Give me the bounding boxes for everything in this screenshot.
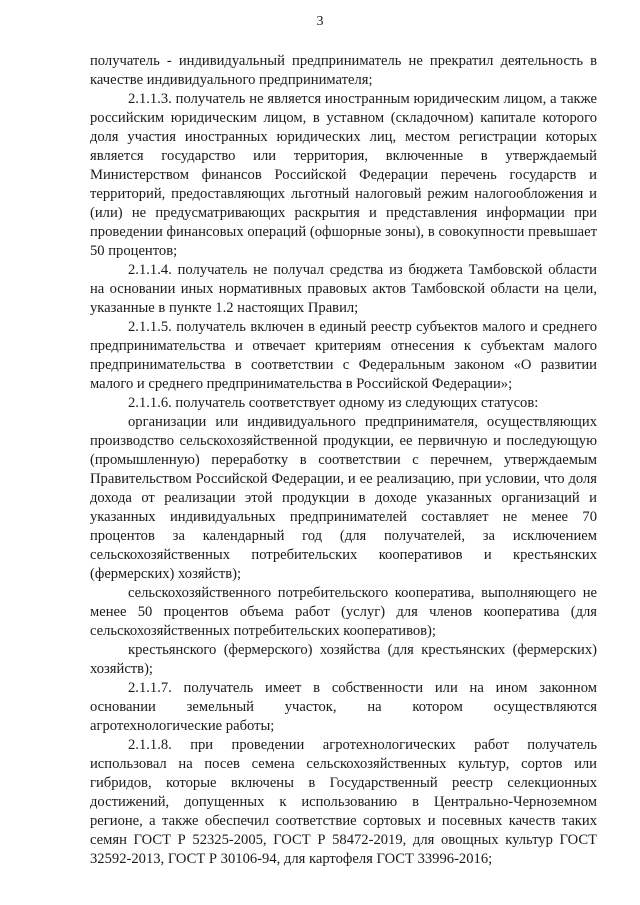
clause-2-1-1-6: 2.1.1.6. получатель соответствует одному из следующих статусов: (128, 395, 539, 411)
clause-2-1-1-4: 2.1.1.4. получатель не получал средства из бюджета Тамбовской области на основании иных нормативных правовых актов Тамбовской области на цели, указанные в пункте 1.2 настоящих Правил; (90, 262, 597, 316)
page-number: 3 (316, 14, 324, 29)
status-organization: организации или индивидуального предпринимателя, осуществляющих производство сельскохозяйственной продукции, ее первичную и последующую (промышленную) переработку в соответствии с перечнем, утверждаемым Правительством Российской Федерации, и ее реализацию, при условии, что доля дохода от реализации этой продукции в доходе указанных организаций и указанных индивидуальных предпринимателей составляет не менее 70 процентов за календарный год (для получателей, за исключением сельскохозяйственных потребительских кооперативов и крестьянских (фермерских) хозяйств); (90, 414, 597, 582)
status-farm: крестьянского (фермерского) хозяйства (для крестьянских (фермерских) хозяйств); (90, 642, 597, 677)
clause-2-1-1-5: 2.1.1.5. получатель включен в единый реестр субъектов малого и среднего предпринимательства и отвечает критериям отнесения к субъектам малого предпринимательства в соответствии с Федеральным законом «О развитии малого и среднего предпринимательства в Российской Федерации»; (90, 319, 597, 392)
clause-2-1-1-7: 2.1.1.7. получатель имеет в собственности или на ином законном основании земельный участок, на котором осуществляются агротехнологические работы; (90, 680, 597, 734)
status-cooperative: сельскохозяйственного потребительского кооператива, выполняющего не менее 50 процентов объема работ (услуг) для членов кооператива (для сельскохозяйственных потребительских кооперативов); (90, 585, 597, 639)
clause-2-1-1-3: 2.1.1.3. получатель не является иностранным юридическим лицом, а также российским юридическим лицом, в уставном (складочном) капитале которого доля участия иностранных юридических лиц, местом регистрации которых является государство или территория, включенные в утверждаемый Министерством финансов Российской Федерации перечень государств и территорий, предоставляющих льготный налоговый режим налогообложения и (или) не предусматривающих раскрытия и представления информации при проведении финансовых операций (офшорные зоны), в совокупности превышает 50 процентов; (90, 91, 597, 259)
document-body (90, 52, 597, 869)
paragraph-continuation: получатель - индивидуальный предприниматель не прекратил деятельность в качестве индивидуального предпринимателя; (90, 53, 597, 88)
clause-2-1-1-8: 2.1.1.8. при проведении агротехнологических работ получатель использовал на посев семена сельскохозяйственных культур, сортов или гибридов, которые включены в Государственный реестр селекционных достижений, допущенных к использованию в Центрально-Черноземном регионе, а также обеспечил соответствие сортовых и посевных качеств таких семян ГОСТ Р 52325-2005, ГОСТ Р 58472-2019, для овощных культур ГОСТ 32592-2013, ГОСТ Р 30106-94, для картофеля ГОСТ 33996-2016; (90, 737, 597, 867)
